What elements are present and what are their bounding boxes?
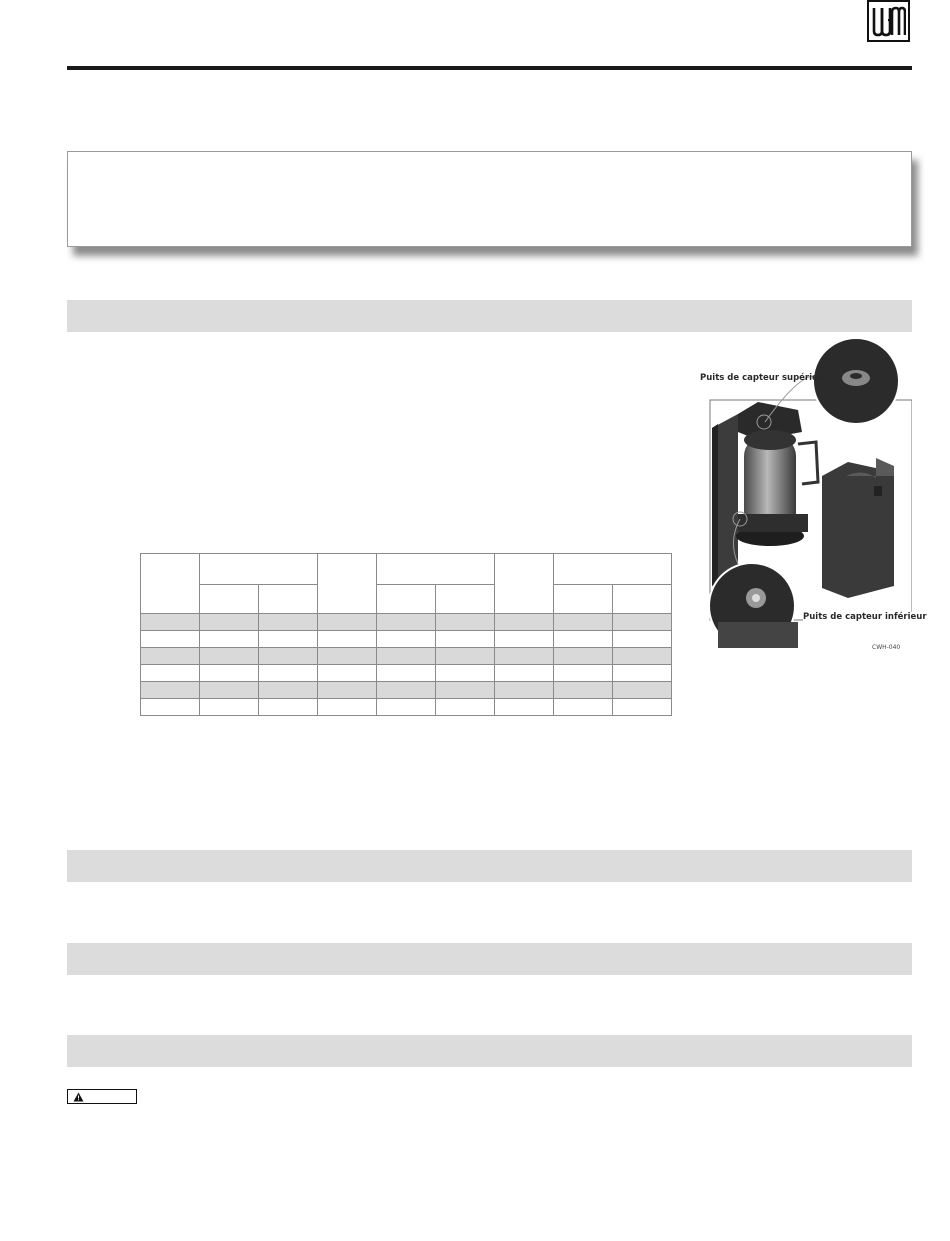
table-cell	[554, 665, 613, 682]
wm-logo-icon	[871, 4, 906, 38]
table-cell	[377, 631, 436, 648]
table-cell	[495, 665, 554, 682]
table-cell	[318, 665, 377, 682]
table-cell	[377, 699, 436, 716]
figure-code: CWH-040	[872, 644, 901, 651]
warning-tag	[67, 1089, 137, 1104]
table-cell	[495, 648, 554, 665]
table-cell	[377, 665, 436, 682]
table-cell	[436, 699, 495, 716]
table-cell	[200, 648, 259, 665]
table-cell	[259, 682, 318, 699]
table-subheader-row	[141, 584, 672, 614]
table-header-cell	[377, 554, 495, 585]
table-header-cell	[495, 554, 554, 614]
table-cell	[141, 682, 200, 699]
table-cell	[141, 631, 200, 648]
table-header-row	[141, 554, 672, 585]
table-cell	[377, 682, 436, 699]
table-cell	[495, 682, 554, 699]
table-header-cell	[259, 584, 318, 614]
table-cell	[436, 682, 495, 699]
table-header-cell	[377, 584, 436, 614]
table-cell	[318, 648, 377, 665]
table-cell	[200, 682, 259, 699]
table-row	[141, 648, 672, 665]
table-row	[141, 699, 672, 716]
table-cell	[259, 665, 318, 682]
table-cell	[259, 648, 318, 665]
table-row	[141, 614, 672, 631]
table-header-cell	[141, 554, 200, 614]
table-header-cell	[436, 584, 495, 614]
table-cell	[495, 631, 554, 648]
table-row	[141, 682, 672, 699]
section-header-1	[67, 300, 912, 332]
table-header-cell	[554, 584, 613, 614]
table-cell	[613, 665, 672, 682]
table-row	[141, 631, 672, 648]
table-cell	[613, 682, 672, 699]
table-cell	[436, 665, 495, 682]
table-header-cell	[200, 584, 259, 614]
brand-logo	[867, 0, 910, 42]
table-cell	[200, 614, 259, 631]
upper-well-label: Puits de capteur supérieur	[700, 373, 829, 383]
table-cell	[377, 614, 436, 631]
lower-well-label: Puits de capteur inférieur	[803, 612, 927, 622]
table-cell	[200, 631, 259, 648]
table-cell	[613, 631, 672, 648]
table-cell	[613, 648, 672, 665]
section-header-2	[67, 850, 912, 882]
table-cell	[436, 648, 495, 665]
table-cell	[613, 614, 672, 631]
table-cell	[554, 614, 613, 631]
section-header-4	[67, 1035, 912, 1067]
table-cell	[554, 648, 613, 665]
table-cell	[495, 614, 554, 631]
table-cell	[200, 699, 259, 716]
sensor-table	[140, 553, 672, 716]
table-cell	[141, 665, 200, 682]
water-heater-illustration	[698, 336, 912, 656]
table-cell	[554, 699, 613, 716]
section-header-3	[67, 943, 912, 975]
table-cell	[259, 699, 318, 716]
table-cell	[318, 682, 377, 699]
table-cell	[141, 648, 200, 665]
table-cell	[495, 699, 554, 716]
table-header-cell	[200, 554, 318, 585]
sensor-well-figure	[698, 336, 927, 656]
table-cell	[613, 699, 672, 716]
table-cell	[436, 631, 495, 648]
table-cell	[554, 682, 613, 699]
table-row	[141, 665, 672, 682]
table-cell	[318, 631, 377, 648]
header-rule	[67, 66, 912, 70]
table-cell	[554, 631, 613, 648]
table-header-cell	[318, 554, 377, 614]
notice-box	[67, 151, 912, 247]
table-cell	[318, 699, 377, 716]
table-cell	[436, 614, 495, 631]
warning-triangle-icon	[73, 1092, 84, 1102]
table-cell	[141, 614, 200, 631]
table-cell	[259, 631, 318, 648]
table-header-cell	[613, 584, 672, 614]
table-header-cell	[554, 554, 672, 585]
table-cell	[141, 699, 200, 716]
table-cell	[200, 665, 259, 682]
table-cell	[377, 648, 436, 665]
table-cell	[259, 614, 318, 631]
table-cell	[318, 614, 377, 631]
